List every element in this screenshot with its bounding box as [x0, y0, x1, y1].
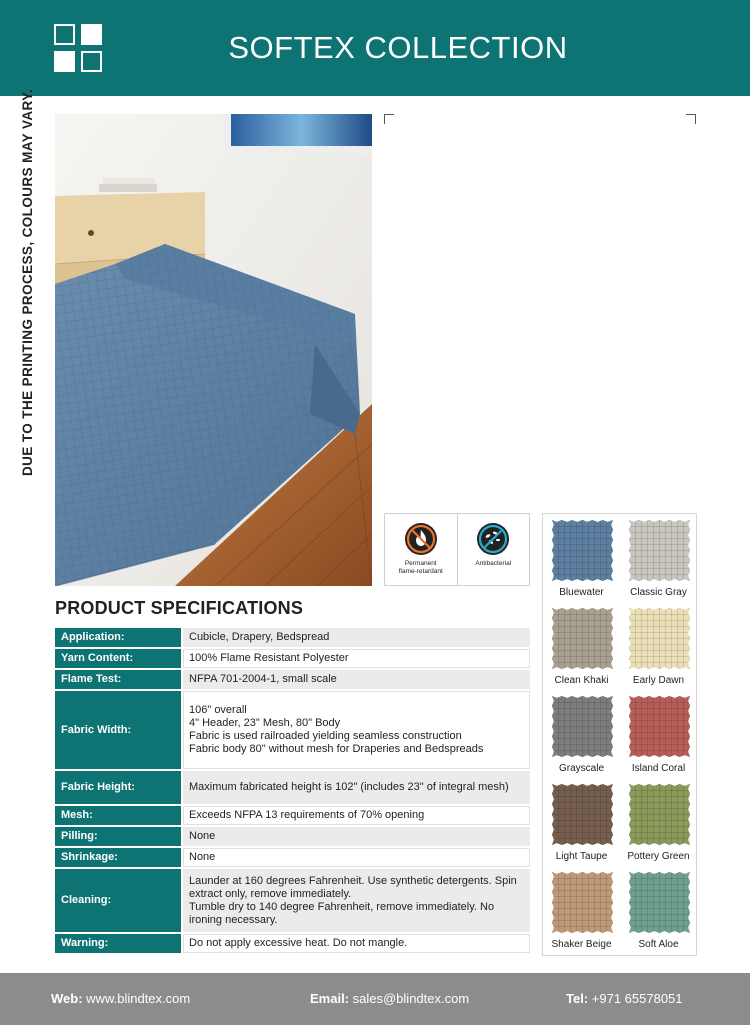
spec-value-line: Launder at 160 degrees Fahrenheit. Use synthetic detergents. Spin extract only, remove immediately. — [189, 874, 517, 900]
feature-label: Antibacterial — [475, 560, 512, 567]
phone-link[interactable]: +971 65578051 — [591, 991, 683, 1006]
page-title: SOFTEX COLLECTION — [228, 30, 568, 65]
spec-label: Mesh: — [55, 806, 183, 825]
spec-value — [183, 827, 530, 846]
corner-mark-left — [384, 114, 394, 124]
footer-email: Email: sales@blindtex.com — [310, 991, 470, 1006]
swatch-name: Soft Aloe — [638, 939, 679, 950]
spec-value — [183, 848, 530, 867]
spec-value-line: 106" overall — [189, 704, 247, 716]
spec-value — [183, 771, 530, 804]
fabric-sample — [629, 520, 690, 581]
spec-value — [183, 806, 530, 825]
fabric-sample — [629, 608, 690, 669]
spec-value — [183, 628, 530, 647]
specs-title: PRODUCT SPECIFICATIONS — [55, 598, 304, 618]
swatch-name: Early Dawn — [632, 675, 685, 686]
color-swatch — [543, 602, 620, 690]
flame-retardant-icon — [404, 522, 438, 556]
spec-value — [183, 670, 530, 689]
spec-label: Application: — [55, 628, 183, 647]
spec-value-line: None — [189, 830, 216, 842]
color-swatch — [620, 778, 697, 866]
footer-web: Web: www.blindtex.com — [51, 991, 191, 1006]
swatch-name: Clean Khaki — [554, 675, 609, 686]
color-swatches — [542, 513, 697, 956]
spec-value-line: Tumble dry to 140 degree Fahrenheit, remove immediately. No ironing necessary. — [189, 900, 495, 926]
color-swatch — [543, 866, 620, 954]
spec-value-line: Exceeds NFPA 13 requirements of 70% opening — [189, 809, 425, 821]
swatch-name: Light Taupe — [555, 851, 608, 862]
color-swatch — [620, 514, 697, 602]
swatch-name: Shaker Beige — [551, 939, 612, 950]
spec-row — [55, 670, 530, 689]
spec-value-line: None — [189, 851, 216, 863]
color-swatch — [543, 514, 620, 602]
spec-value-line: 100% Flame Resistant Polyester — [189, 652, 349, 664]
swatch-name: Bluewater — [559, 587, 604, 598]
specs-table — [55, 626, 530, 955]
spec-row — [55, 848, 530, 867]
color-swatch — [620, 602, 697, 690]
spec-row — [55, 869, 530, 932]
swatch-name: Pottery Green — [627, 851, 690, 862]
spec-value — [183, 934, 530, 953]
color-swatch — [620, 690, 697, 778]
feature-icons — [384, 513, 530, 586]
spec-value-line: Do not apply excessive heat. Do not mangle. — [189, 937, 408, 949]
spec-label: Flame Test: — [55, 670, 183, 689]
antibacterial-icon — [476, 522, 510, 556]
header-bar — [0, 0, 750, 96]
spec-value — [183, 691, 530, 769]
footer-bar — [0, 973, 750, 1025]
fabric-sample — [552, 872, 613, 933]
spec-value-line: Cubicle, Drapery, Bedspread — [189, 631, 330, 643]
spec-value — [183, 869, 530, 932]
spec-value-line: Fabric is used railroaded yielding seamless construction — [189, 730, 462, 742]
fabric-sample — [552, 784, 613, 845]
spec-label: Warning: — [55, 934, 183, 953]
feature-flame-retardant — [385, 514, 457, 585]
spec-label: Pilling: — [55, 827, 183, 846]
spec-label: Shrinkage: — [55, 848, 183, 867]
spec-value — [183, 649, 530, 668]
spec-row — [55, 806, 530, 825]
swatch-name: Classic Gray — [630, 587, 687, 598]
spec-row — [55, 827, 530, 846]
spec-row — [55, 934, 530, 953]
fabric-sample — [552, 520, 613, 581]
spec-value-line: Maximum fabricated height is 102" (includes 23" of integral mesh) — [189, 781, 509, 793]
fabric-sample — [552, 608, 613, 669]
spec-row — [55, 691, 530, 769]
fabric-sample — [629, 872, 690, 933]
color-swatch — [543, 778, 620, 866]
feature-antibacterial — [457, 514, 530, 585]
fabric-sample — [552, 696, 613, 757]
spec-value-line: NFPA 701-2004-1, small scale — [189, 673, 337, 685]
product-photo — [55, 114, 372, 586]
spec-label: Fabric Width: — [55, 691, 183, 769]
color-swatch — [620, 866, 697, 954]
spec-row — [55, 649, 530, 668]
swatch-name: Island Coral — [631, 763, 686, 774]
fabric-sample — [629, 696, 690, 757]
spec-label: Yarn Content: — [55, 649, 183, 668]
spec-label: Cleaning: — [55, 869, 183, 932]
spec-value-line: Fabric body 80" without mesh for Draperies and Bedspreads — [189, 743, 484, 755]
color-disclaimer: DUE TO THE PRINTING PROCESS, COLOURS MAY VARY. — [20, 88, 35, 476]
fabric-sample — [629, 784, 690, 845]
spec-value-line: 4" Header, 23" Mesh, 80" Body — [189, 717, 341, 729]
swatch-name: Grayscale — [558, 763, 604, 774]
spec-row — [55, 771, 530, 804]
email-link[interactable]: sales@blindtex.com — [352, 991, 470, 1006]
spec-label: Fabric Height: — [55, 771, 183, 804]
spec-row — [55, 628, 530, 647]
color-swatch — [543, 690, 620, 778]
feature-label: Permanent flame-retardant — [398, 560, 443, 575]
footer-phone: Tel: +971 65578051 — [566, 991, 683, 1006]
corner-mark-right — [686, 114, 696, 124]
website-link[interactable]: www.blindtex.com — [86, 991, 191, 1006]
